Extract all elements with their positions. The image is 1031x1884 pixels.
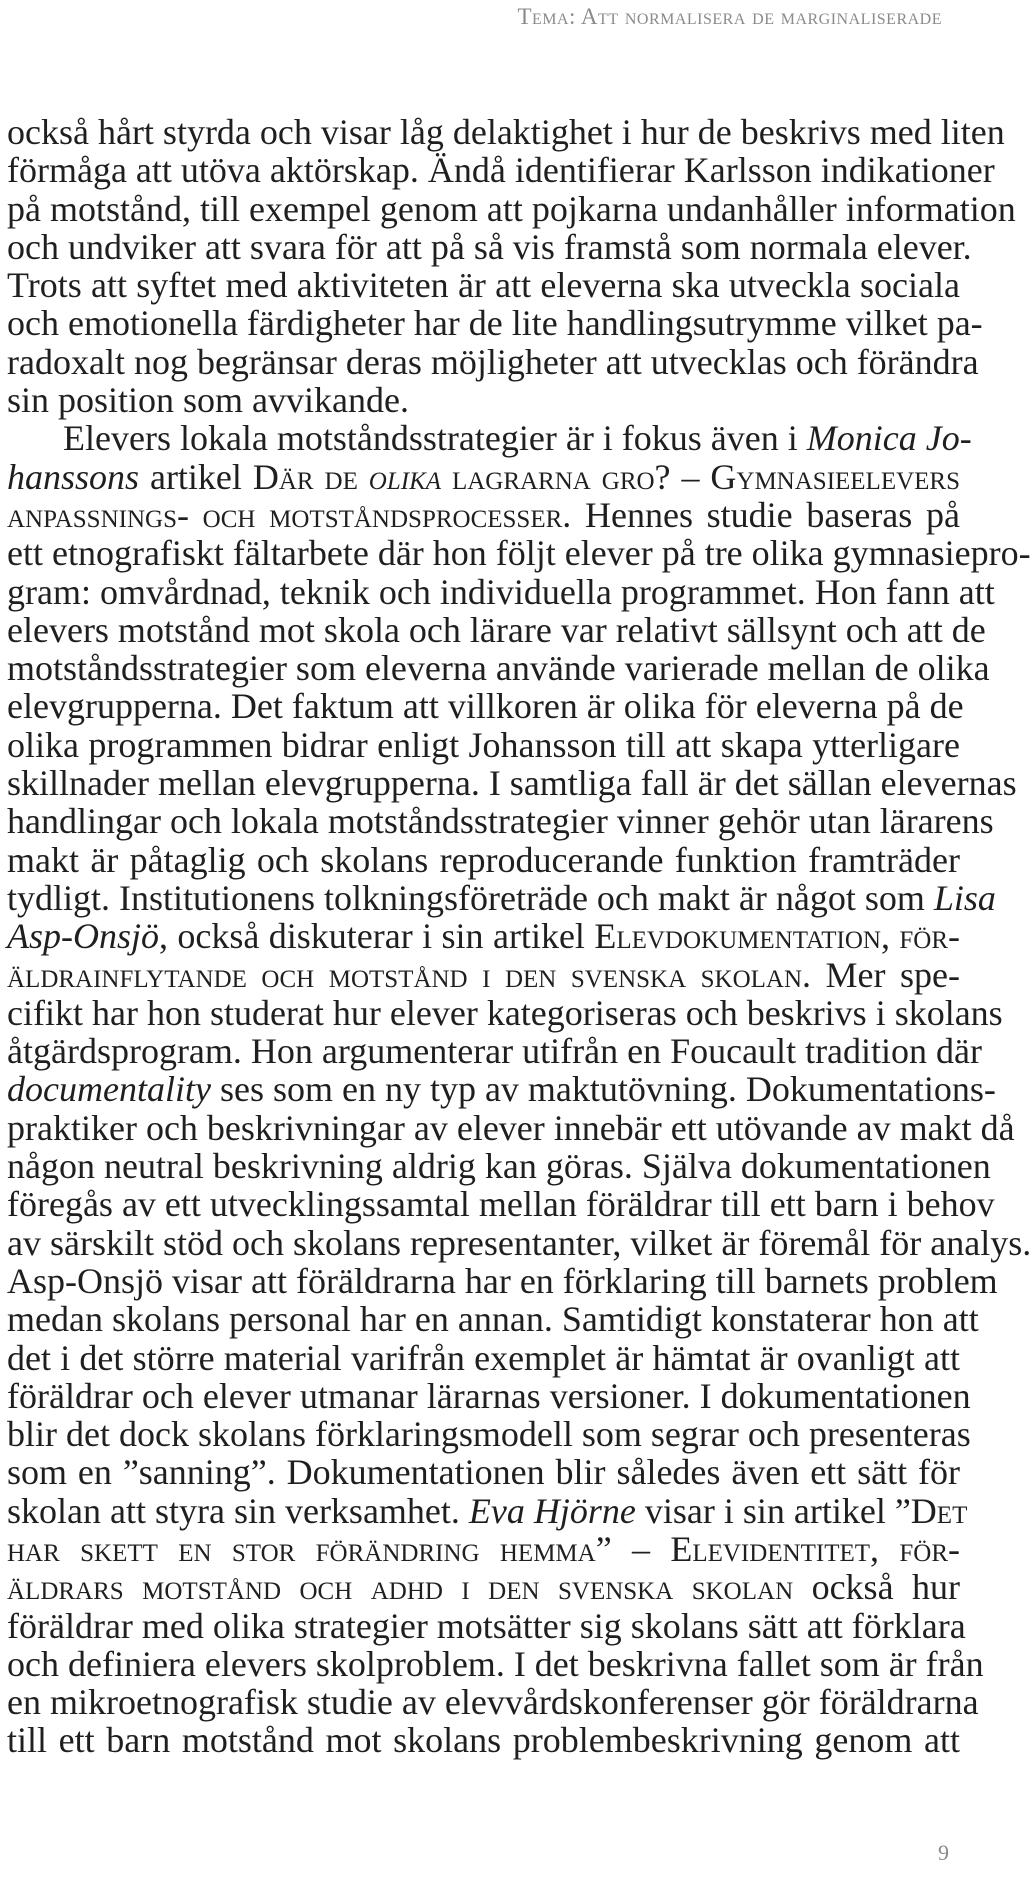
text-line	[7, 1146, 991, 1187]
text-run: ses som en ny typ av maktutövning. Dokumentations-	[210, 1069, 996, 1110]
text-line	[7, 1299, 979, 1340]
text-line	[7, 841, 960, 879]
text-line	[7, 1568, 960, 1606]
text-run: visar i sin artikel ”	[635, 1490, 911, 1531]
text-run: till ett barn motstånd mot skolans problembeskrivning genom att	[7, 1720, 960, 1761]
text-run: cifikt har hon studerat hur elever kategoriseras och beskrivs i skolans	[7, 992, 1003, 1033]
text-line	[7, 877, 996, 918]
text-line	[7, 801, 994, 842]
text-line	[7, 686, 964, 727]
text-line	[7, 917, 960, 955]
text-line	[7, 992, 1003, 1033]
page-number: 9	[938, 1840, 949, 1865]
text-run: av särskilt stöd och skolans representanter, vilket är föremål för analys.	[7, 1222, 1031, 1263]
text-run: och definiera elevers skolproblem. I det beskrivna fallet som är från	[7, 1643, 984, 1684]
text-run: blir det dock skolans förklaringsmodell som segrar och presenteras	[7, 1414, 971, 1455]
text-line	[7, 1375, 971, 1416]
text-line	[7, 226, 972, 267]
text-run: lagrarna gro? – Gymnasieelevers	[441, 456, 961, 497]
text-run: förmåga att utöva aktörskap. Ändå identifierar Karlsson indikationer	[7, 150, 995, 191]
text-run: föräldrar med olika strategier motsätter sig skolans sätt att förklara	[7, 1605, 966, 1646]
text-line	[7, 1453, 960, 1491]
text-run: Mer spe-	[811, 954, 960, 995]
text-run: gram: omvårdnad, teknik och individuella programmet. Hon fann att	[7, 571, 995, 612]
text-line	[7, 112, 1005, 152]
text-run: makt är påtaglig och skolans reproducerande funktion framträder	[7, 839, 960, 880]
text-line	[7, 341, 979, 382]
text-run: Asp-Onsjö	[7, 916, 159, 957]
text-run: medan skolans personal har en annan. Samtidigt konstaterar hon att	[7, 1299, 979, 1340]
text-run: en mikroetnografisk studie av elevvårdskonferenser gör föräldrarna	[7, 1682, 979, 1723]
text-run: hanssons	[7, 456, 140, 497]
text-line	[7, 1184, 995, 1225]
text-run: anpassnings- och motståndsprocesser.	[7, 494, 572, 535]
text-line	[7, 1069, 996, 1110]
text-run: någon neutral beskrivning aldrig kan göras. Själva dokumentationen	[7, 1146, 991, 1187]
text-run: Monica Jo-	[806, 418, 972, 459]
text-line	[7, 1490, 968, 1531]
text-run: documentality	[7, 1069, 211, 1110]
text-line	[7, 956, 960, 994]
text-run: Det	[910, 1490, 968, 1531]
text-run: motståndsstrategier som eleverna använde varierade mellan de olika	[7, 648, 990, 689]
text-line	[7, 1107, 1015, 1148]
text-line	[7, 418, 972, 459]
text-run: sin position som avvikande.	[7, 380, 409, 421]
text-run: föregås av ett utvecklingssamtal mellan föräldrar till ett barn i behov	[7, 1184, 995, 1225]
text-line	[7, 1339, 960, 1377]
text-run: artikel	[139, 456, 253, 497]
text-run: elevgrupperna. Det faktum att villkoren är olika för eleverna på de	[7, 686, 964, 727]
text-run: skolan att styra sin verksamhet.	[7, 1490, 469, 1531]
text-line	[7, 458, 960, 496]
text-run: elevers motstånd mot skola och lärare var relativt sällsynt och att de	[7, 609, 986, 650]
text-run: föräldrar och elever utmanar lärarnas versioner. I dokumentationen	[7, 1375, 971, 1416]
text-line	[7, 1530, 960, 1568]
text-line	[7, 266, 960, 304]
text-line	[7, 609, 986, 650]
body-text	[7, 112, 1031, 1761]
text-run: tydligt. Institutionens tolkningsföreträde och makt är något som	[7, 877, 934, 918]
text-run: olika	[368, 456, 442, 497]
text-line	[7, 1643, 984, 1684]
text-run: , också diskuterar i sin artikel	[159, 916, 595, 957]
running-header: Tema: Att normalisera de marginaliserade	[517, 4, 942, 29]
text-line	[7, 1605, 966, 1646]
text-line	[7, 571, 995, 612]
text-run: och undviker att svara för att på så vis framstå som normala elever.	[7, 226, 972, 267]
text-run: äldrars motstånd och adhd i den svenska skolan	[7, 1567, 794, 1608]
text-line	[7, 1222, 1031, 1263]
text-run: handlingar och lokala motståndsstrategier vinner gehör utan lärarens	[7, 801, 994, 842]
text-run: Trots att syftet med aktiviteten är att eleverna ska utveckla sociala	[7, 265, 960, 306]
text-line	[7, 726, 960, 764]
text-line	[7, 303, 983, 344]
text-line	[7, 1414, 971, 1455]
text-line	[7, 1260, 998, 1301]
text-run: Elevdokumentation, för-	[594, 916, 960, 957]
text-run: äldrainflytande och motstånd i den svenska skolan.	[7, 954, 812, 995]
text-run: det i det större material varifrån exemplet är hämtat är ovanligt att	[7, 1337, 960, 1378]
text-run: Där de	[252, 456, 369, 497]
text-line	[7, 533, 1031, 574]
text-line	[7, 381, 960, 419]
text-line	[7, 1031, 983, 1072]
text-run: också hårt styrda och visar låg delaktighet i hur de beskrivs med liten	[7, 112, 1005, 152]
text-run: har skett en stor förändring hemma” – Elevidentitet, för-	[7, 1528, 960, 1569]
text-run: och emotionella färdigheter har de lite handlingsutrymme vilket pa-	[7, 303, 983, 344]
text-line	[7, 763, 1017, 804]
text-line	[7, 188, 1016, 229]
text-line	[7, 1721, 960, 1759]
text-run: praktiker och beskrivningar av elever innebär ett utövande av makt då	[7, 1107, 1015, 1148]
text-line	[7, 150, 995, 191]
text-run: åtgärdsprogram. Hon argumenterar utifrån en Foucault tradition där	[7, 1031, 983, 1072]
text-run: Eva Hjörne	[468, 1490, 636, 1531]
text-line	[7, 1682, 979, 1723]
text-run: Elevers lokala motståndsstrategier är i fokus även i	[63, 418, 807, 459]
text-run: på motstånd, till exempel genom att pojkarna undanhåller information	[7, 188, 1016, 229]
text-run: Hennes studie baseras på	[571, 494, 960, 535]
text-line	[7, 648, 990, 689]
text-run: olika programmen bidrar enligt Johansson till att skapa ytterligare	[7, 724, 960, 765]
text-run: skillnader mellan elevgrupperna. I samtliga fall är det sällan elevernas	[7, 763, 1017, 804]
text-run: radoxalt nog begränsar deras möjligheter att utvecklas och förändra	[7, 341, 979, 382]
text-run: Lisa	[933, 877, 996, 918]
text-run: ett etnografiskt fältarbete där hon följt elever på tre olika gymnasiepro-	[7, 533, 1031, 574]
text-run: som en ”sanning”. Dokumentationen blir således även ett sätt för	[7, 1452, 960, 1493]
text-line	[7, 496, 960, 534]
text-run: Asp-Onsjö visar att föräldrarna har en förklaring till barnets problem	[7, 1260, 998, 1301]
text-run: också hur	[793, 1567, 960, 1608]
